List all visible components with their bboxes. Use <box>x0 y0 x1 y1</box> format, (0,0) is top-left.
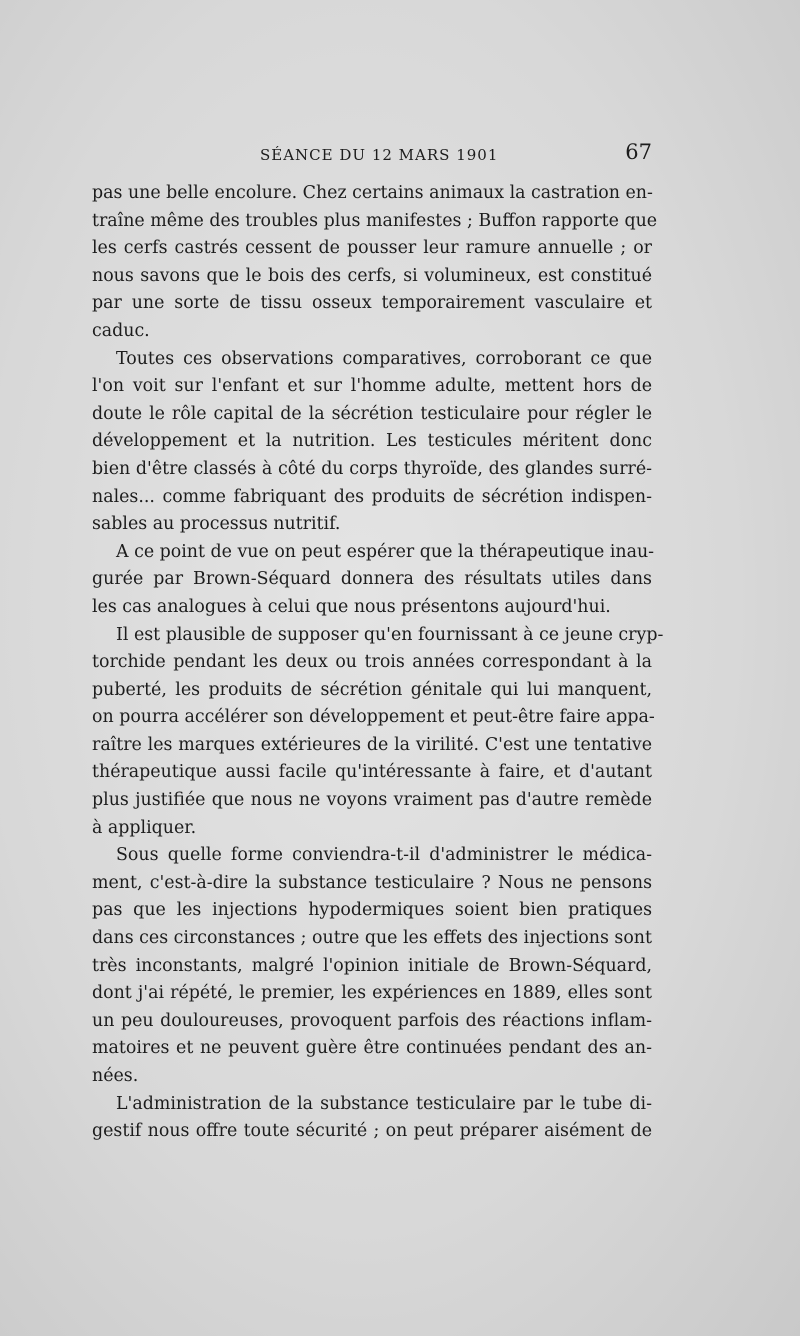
text-line: nales... comme fabriquant des produits de sécrétion indispen- <box>92 486 652 507</box>
text-line: pas que les injections hypodermiques soient bien pratiques <box>92 900 652 921</box>
page-header <box>92 140 652 180</box>
text-line: très inconstants, malgré l'opinion initiale de Brown-Séquard, <box>92 955 652 976</box>
body-text <box>92 180 664 1146</box>
text-line: sables au processus nutritif. <box>92 514 341 535</box>
text-line: développement et la nutrition. Les testicules méritent donc <box>92 431 652 452</box>
text-line: on pourra accélérer son développement et peut-être faire appa- <box>92 707 655 728</box>
paragraph-start-line: Sous quelle forme conviendra-t-il d'administrer le médica- <box>116 845 652 866</box>
text-line: les cerfs castrés cessent de pousser leur ramure annuelle ; or <box>92 238 652 259</box>
page-number: 67 <box>625 140 652 164</box>
paragraph-start-line: L'administration de la substance testiculaire par le tube di- <box>116 1093 652 1114</box>
text-line: bien d'être classés à côté du corps thyroïde, des glandes surré- <box>92 458 652 479</box>
text-line: doute le rôle capital de la sécrétion testiculaire pour régler le <box>92 403 652 424</box>
text-line: l'on voit sur l'enfant et sur l'homme adulte, mettent hors de <box>92 376 652 397</box>
text-line: gestif nous offre toute sécurité ; on peut préparer aisément de <box>92 1121 652 1142</box>
text-line: nous savons que le bois des cerfs, si volumineux, est constitué <box>92 265 652 286</box>
text-line: un peu douloureuses, provoquent parfois des réactions inflam- <box>92 1010 652 1031</box>
text-line: raître les marques extérieures de la virilité. C'est une tentative <box>92 734 652 755</box>
text-line: caduc. <box>92 320 150 341</box>
text-line: matoires et ne peuvent guère être continuées pendant des an- <box>92 1038 652 1059</box>
running-title: SÉANCE DU 12 MARS 1901 <box>260 146 499 164</box>
text-line: ment, c'est-à-dire la substance testiculaire ? Nous ne pensons <box>92 872 652 893</box>
text-line: torchide pendant les deux ou trois années correspondant à la <box>92 652 652 673</box>
text-line: nées. <box>92 1066 139 1086</box>
paragraph-start-line: A ce point de vue on peut espérer que la thérapeutique inau- <box>116 541 655 562</box>
text-line: thérapeutique aussi facile qu'intéressante à faire, et d'autant <box>92 762 652 783</box>
text-line: puberté, les produits de sécrétion génitale qui lui manquent, <box>92 679 652 700</box>
paragraph-start-line: Il est plausible de supposer qu'en fournissant à ce jeune cryp- <box>116 624 664 645</box>
text-line: à appliquer. <box>92 817 197 838</box>
text-line: dont j'ai répété, le premier, les expériences en 1889, elles sont <box>92 983 652 1004</box>
paragraph-start-line: Toutes ces observations comparatives, corroborant ce que <box>116 348 652 369</box>
text-line: les cas analogues à celui que nous présentons aujourd'hui. <box>92 596 611 617</box>
text-line: par une sorte de tissu osseux temporairement vasculaire et <box>92 293 652 314</box>
text-line: pas une belle encolure. Chez certains animaux la castration en- <box>92 183 653 203</box>
text-line: traîne même des troubles plus manifestes ; Buffon rapporte que <box>92 210 658 231</box>
text-line: dans ces circonstances ; outre que les effets des injections sont <box>92 928 652 949</box>
text-line: gurée par Brown-Séquard donnera des résultats utiles dans <box>92 569 652 590</box>
text-line: plus justifiée que nous ne voyons vraiment pas d'autre remède <box>92 790 652 811</box>
